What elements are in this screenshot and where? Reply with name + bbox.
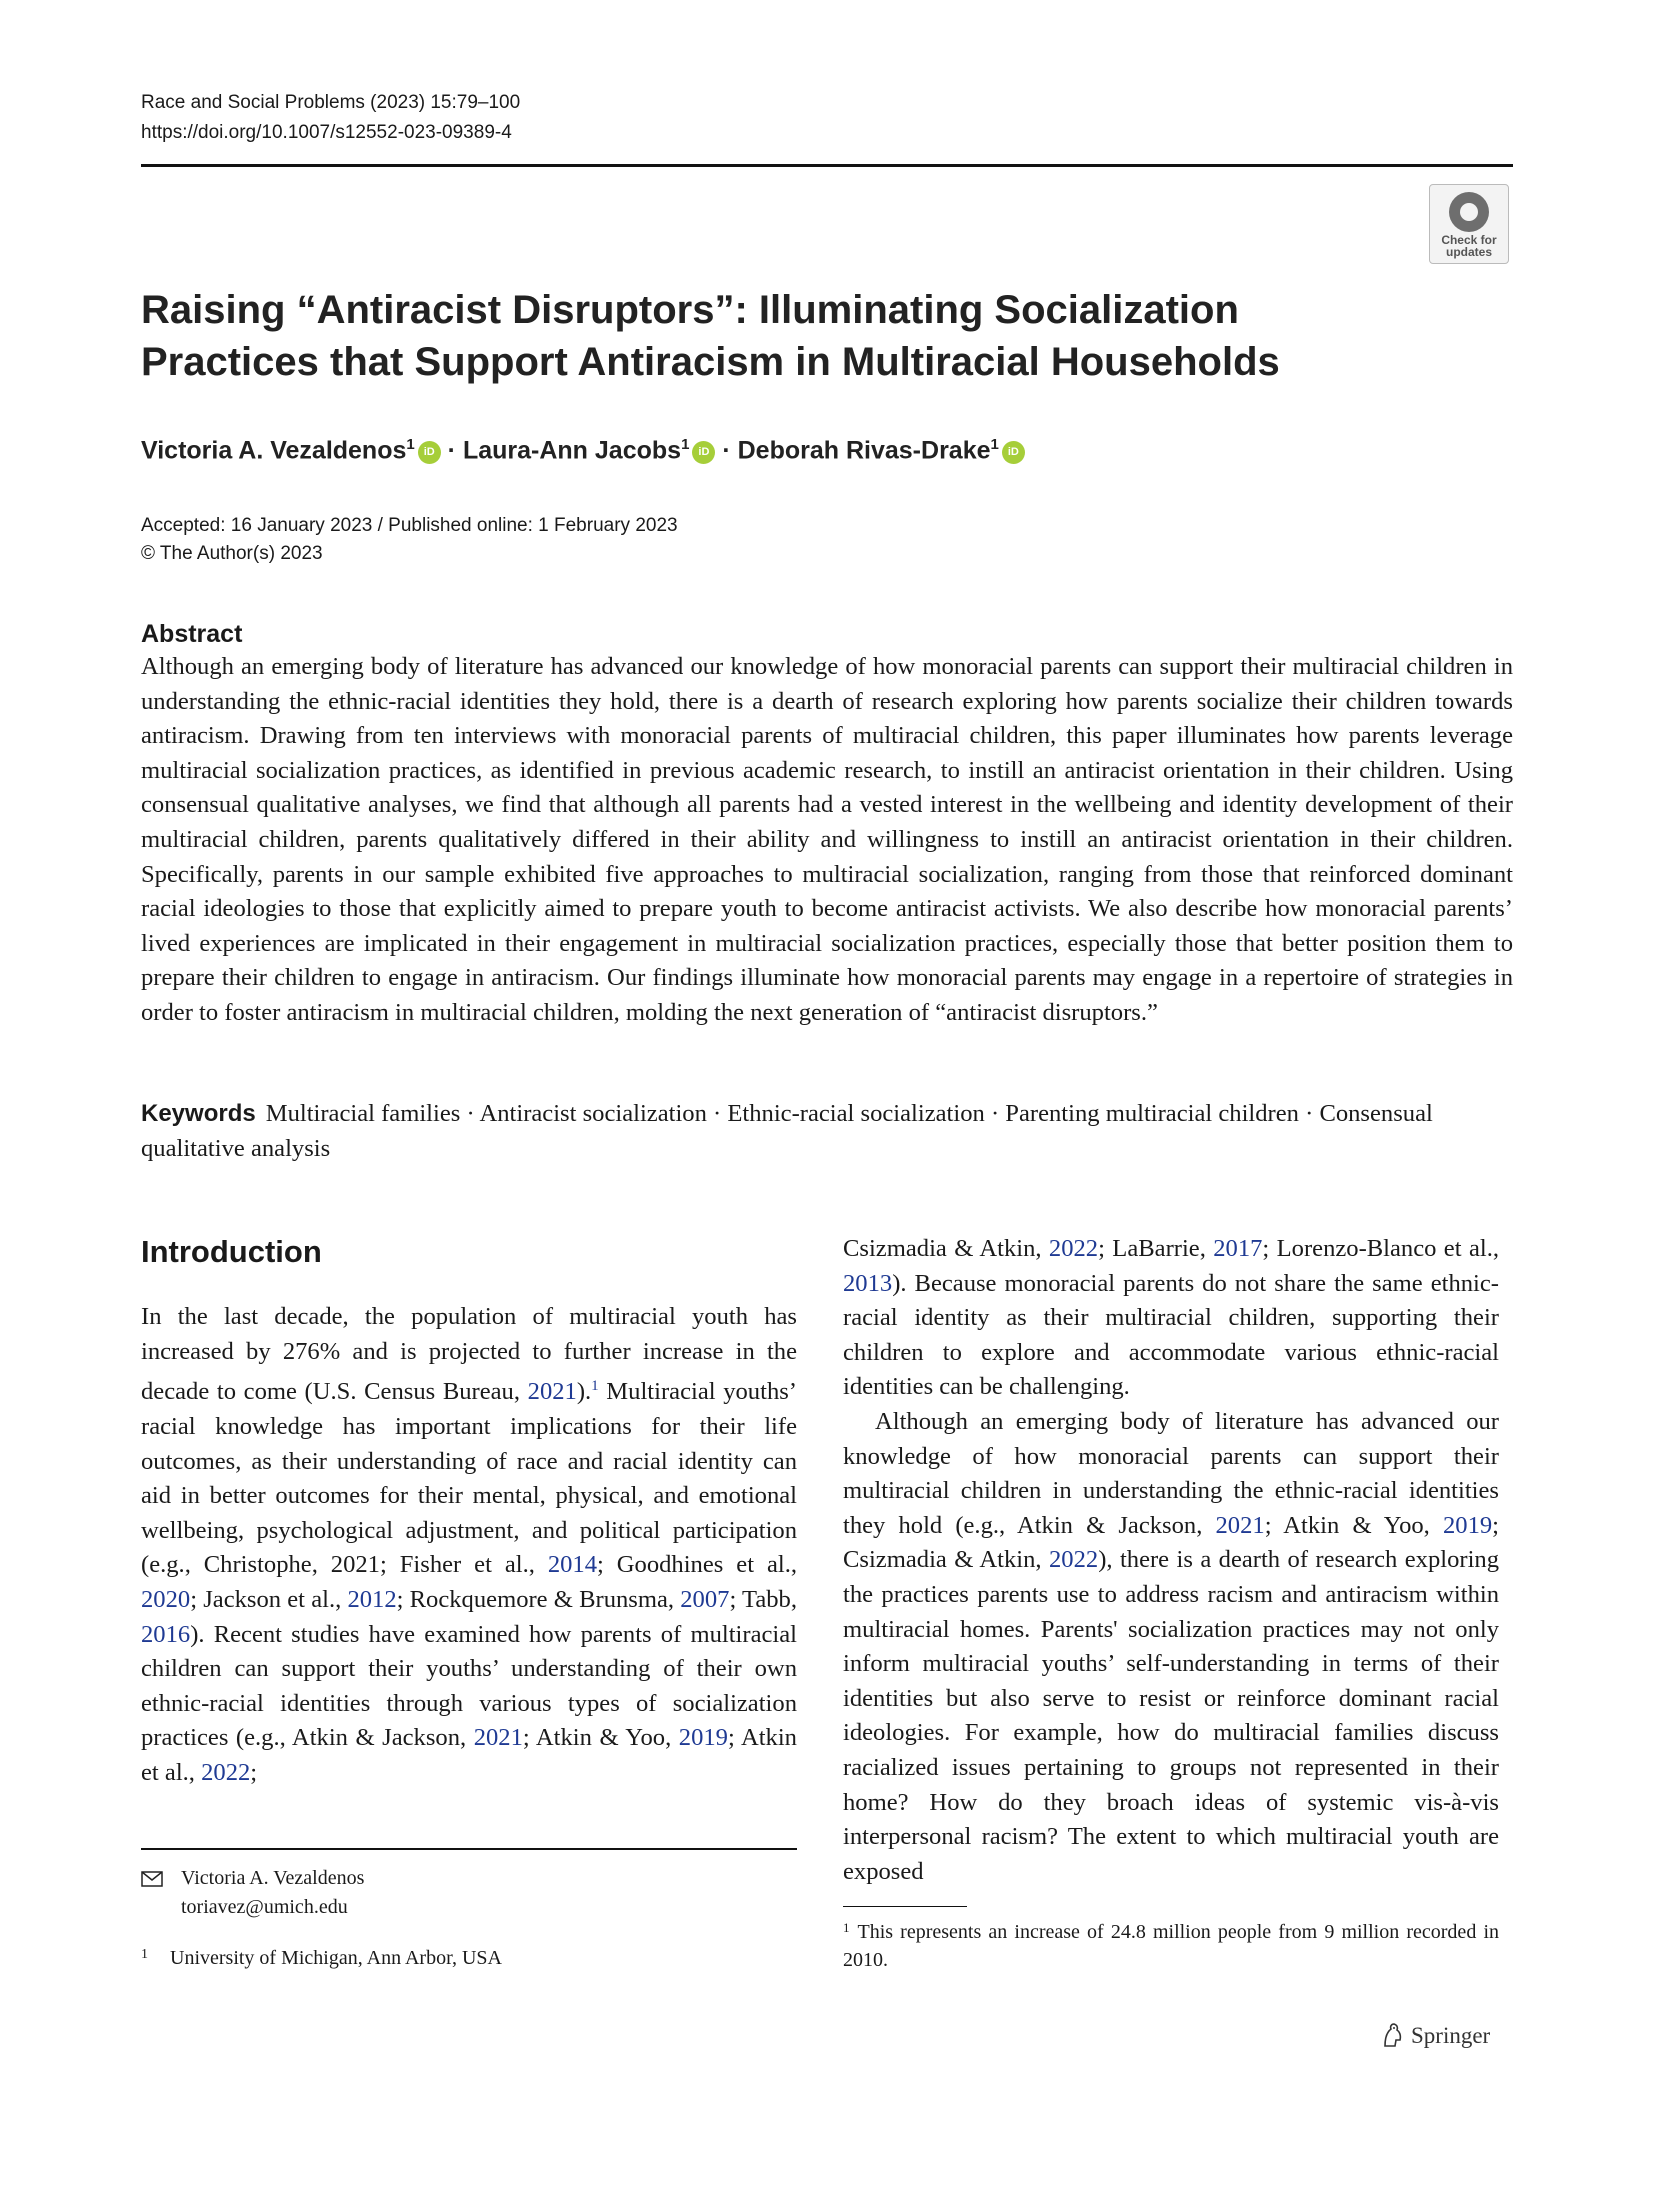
- doi-link[interactable]: https://doi.org/10.1007/s12552-023-09389-4: [141, 122, 512, 143]
- accepted-published-dates: Accepted: 16 January 2023 / Published online: 1 February 2023: [141, 515, 678, 536]
- affiliation-text: University of Michigan, Ann Arbor, USA: [170, 1947, 502, 1969]
- text-run: Although an emerging body of literature has advanced our knowledge of how monoracial parents can support their multiracial children in understanding the ethnic-racial identities they hold (e.g., Atkin & Jackson,: [843, 1407, 1499, 1539]
- citation-link[interactable]: 2019: [678, 1724, 728, 1752]
- footnote-separator: [843, 1906, 967, 1907]
- article-title: Raising “Antiracist Disruptors”: Illuminating Socialization Practices that Support Antiracism in Multiracial Households: [141, 288, 1280, 384]
- abstract-text: Although an emerging body of literature has advanced our knowledge of how monoracial parents can support their multiracial children in understanding the ethnic-racial identities they hold, there is a dearth of research exploring how parents socialize their children towards antiracism. Drawing from ten interviews with monoracial parents of multiracial children, this paper illuminates how parents leverage multiracial socialization practices, as identified in previous academic research, to instill an antiracist orientation in their children. Using consensual qualitative analyses, we find that although all parents had a vested interest in the wellbeing and identity development of their multiracial children, parents qualitatively differed in their ability and willingness to instill an antiracist orientation in their children. Specifically, parents in our sample exhibited five approaches to multiracial socialization, ranging from those that reinforced dominant racial ideologies to those that explicitly aimed to prepare youth to become antiracist activists. We also describe how monoracial parents’ lived experiences are implicated in their engagement in multiracial socialization practices, especially those that better position them to prepare their children to engage in antiracism. Our findings illuminate how monoracial parents may engage in a repertoire of strategies in order to foster antiracism in multiracial children, molding the next generation of “antiracist disruptors.”: [141, 653, 1513, 1026]
- text-run: In the last decade, the population of multiracial youth has increased by 276% and is projected to further increase in the decade to come (U.S. Census Bureau,: [141, 1303, 797, 1406]
- paragraph: [843, 1405, 1499, 1889]
- affiliation-number: 1: [141, 1947, 148, 1962]
- author-affiliation-mark: 1: [406, 436, 415, 453]
- corresponding-author-email[interactable]: toriavez@umich.edu: [181, 1896, 348, 1918]
- orcid-icon[interactable]: iD: [418, 441, 441, 464]
- keywords: [141, 1097, 1513, 1166]
- springer-horse-icon: [1381, 2022, 1405, 2048]
- affiliation: [141, 1940, 502, 1973]
- citation-link[interactable]: 2022: [201, 1758, 251, 1786]
- text-run: ; Jackson et al.,: [190, 1585, 348, 1613]
- paragraph: [843, 1232, 1499, 1405]
- text-run: ). Because monoracial parents do not share the same ethnic-racial identity as their multiracial children, supporting their children to explore and accommodate various ethnic-racial identities can be challenging.: [843, 1269, 1499, 1401]
- envelope-icon: [141, 1870, 163, 1888]
- citation-link[interactable]: 2007: [680, 1585, 730, 1613]
- author-name: Victoria A. Vezaldenos: [141, 436, 407, 465]
- citation-link[interactable]: 2019: [1442, 1511, 1493, 1539]
- publisher-name: Springer: [1411, 2023, 1491, 2048]
- text-run: ; Csizmadia & Atkin,: [843, 1511, 1499, 1574]
- author-affiliation-mark: 1: [990, 436, 999, 453]
- paragraph: [141, 1300, 797, 1791]
- footnote-marker[interactable]: 1: [591, 1378, 599, 1395]
- citation-link[interactable]: 2014: [547, 1551, 598, 1579]
- publisher-logo: [1381, 2019, 1490, 2053]
- text-run: ; Tabb,: [729, 1585, 797, 1613]
- orcid-icon[interactable]: iD: [692, 441, 715, 464]
- text-run: ; Lorenzo-Blanco et al.,: [1262, 1235, 1499, 1262]
- citation-link[interactable]: 2022: [1048, 1235, 1099, 1262]
- check-for-updates-badge[interactable]: [1429, 184, 1509, 264]
- footnote-rule: [141, 1848, 797, 1850]
- author-separator: ·: [715, 436, 738, 465]
- text-run: ; Atkin et al.,: [141, 1724, 797, 1786]
- author-list: [141, 428, 1025, 467]
- running-header: [141, 88, 520, 148]
- journal-citation: Race and Social Problems (2023) 15:79–100: [141, 92, 521, 113]
- corresponding-author-name: Victoria A. Vezaldenos: [181, 1867, 365, 1889]
- author-affiliation-mark: 1: [681, 436, 690, 453]
- body-column-left: [141, 1300, 797, 1791]
- footnote-number: 1: [843, 1920, 850, 1935]
- text-run: ), there is a dearth of research exploring the practices parents use to address racism and antiracism within multiracial homes. Parents' socialization practices may not only inform multiracial youths’ self-understanding in terms of their identities but also serve to resist or reinforce dominant racial ideologies. For example, how do multiracial families discuss racialized issues pertaining to groups not represented in their home? How do they broach ideas of systemic vis-à-vis interpersonal racism? The extent to which multiracial youth are exposed: [843, 1546, 1499, 1885]
- text-run: ; Goodhines et al.,: [597, 1551, 798, 1579]
- copyright-line: © The Author(s) 2023: [141, 543, 323, 564]
- author-name: Laura-Ann Jacobs: [462, 436, 682, 465]
- citation-link[interactable]: 2013: [843, 1269, 893, 1297]
- footnote: [843, 1914, 1499, 1974]
- crossmark-label-2: updates: [1445, 245, 1492, 259]
- citation-link[interactable]: 2021: [473, 1724, 523, 1752]
- header-rule: [141, 164, 1513, 167]
- citation-link[interactable]: 2020: [141, 1585, 191, 1613]
- author-separator: ·: [440, 436, 463, 465]
- citation-link[interactable]: 2012: [347, 1585, 397, 1613]
- text-run: ;: [250, 1758, 258, 1786]
- text-run: ).: [576, 1378, 592, 1406]
- text-run: ). Recent studies have examined how parents of multiracial children can support their youths’ understanding of their own ethnic-racial identities through various types of socialization practices (e.g., Atkin & Jackson,: [141, 1620, 797, 1752]
- keywords-text: Multiracial families · Antiracist socialization · Ethnic-racial socialization · Parenting multiracial children · Consensual qualitative analysis: [141, 1100, 1433, 1162]
- text-run: Multiracial youths’ racial knowledge has important implications for their life outcomes, as their understanding of race and racial identity can aid in better outcomes for their mental, physical, and emotional wellbeing, psychological adjustment, and political participation (e.g., Christophe, 2021; Fisher et al.,: [141, 1378, 797, 1579]
- citation-link[interactable]: 2016: [141, 1620, 191, 1648]
- body-column-right: [843, 1232, 1499, 1889]
- citation-link[interactable]: 2021: [527, 1378, 577, 1406]
- section-heading-introduction: Introduction: [141, 1234, 322, 1269]
- crossmark-label-1: Check for: [1441, 233, 1497, 247]
- text-run: ; Atkin & Yoo,: [522, 1724, 679, 1752]
- text-run: ; Atkin & Yoo,: [1264, 1511, 1443, 1539]
- abstract-heading: Abstract: [141, 620, 243, 648]
- text-run: ; LaBarrie,: [1098, 1235, 1214, 1262]
- citation-link[interactable]: 2017: [1213, 1235, 1263, 1262]
- publication-dates: [141, 512, 678, 568]
- keywords-label: Keywords: [141, 1100, 256, 1127]
- text-run: ; Rockquemore & Brunsma,: [396, 1585, 681, 1613]
- orcid-icon[interactable]: iD: [1002, 441, 1025, 464]
- text-run: Csizmadia & Atkin,: [843, 1235, 1049, 1262]
- author-name: Deborah Rivas-Drake: [737, 436, 991, 465]
- citation-link[interactable]: 2022: [1049, 1546, 1099, 1574]
- footnote-text: This represents an increase of 24.8 million people from 9 million recorded in 2010.: [843, 1921, 1499, 1971]
- crossmark-icon: [1449, 192, 1489, 232]
- citation-link[interactable]: 2021: [1215, 1511, 1265, 1539]
